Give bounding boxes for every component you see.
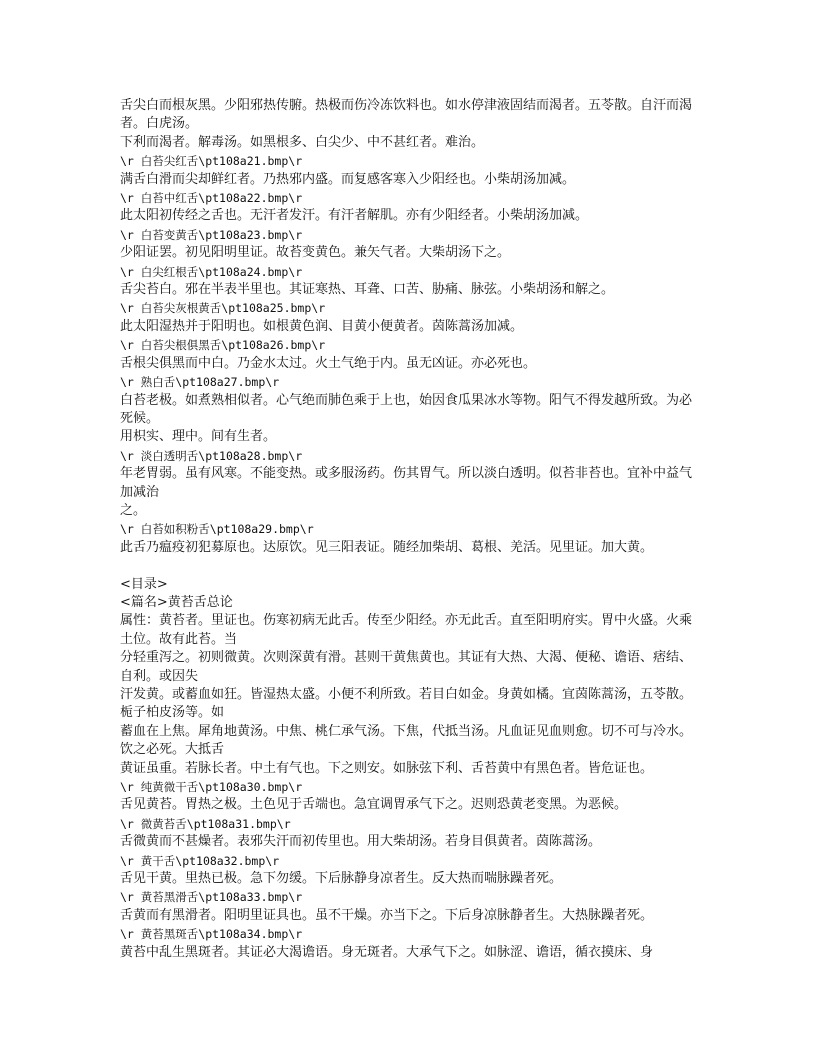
image-reference: \r 黄苔黑滑舌\pt108a33.bmp\r — [120, 890, 303, 905]
image-reference: \r 黄苔黑斑舌\pt108a34.bmp\r — [120, 927, 303, 942]
text-line: 舌微黄而不甚燥者。表邪失汗而初传里也。用大柴胡汤。若身目俱黄者。茵陈蒿汤。 — [120, 834, 602, 850]
image-reference: \r 白苔如积粉舌\pt108a29.bmp\r — [120, 522, 314, 537]
blank-line — [120, 557, 698, 575]
image-reference: \r 微黄苔舌\pt108a31.bmp\r — [120, 816, 291, 831]
text-line: 舌见黄苔。胃热之极。土色见于舌端也。急宜调胃承气下之。迟则恐黄老变黑。为恶候。 — [120, 797, 628, 813]
text-line: 少阳证罢。初见阳明里证。故苔变黄色。兼矢气者。大柴胡汤下之。 — [120, 245, 511, 261]
text-line: 分轻重泻之。初则微黄。次则深黄有滑。甚则干黄焦黄也。其证有大热、大渴、便秘、谵语、痞结、自利。或因失 — [120, 650, 693, 684]
text-line: 汗发黄。或蓄血如狂。皆湿热太盛。小便不利所致。若目白如金。身黄如橘。宜茵陈蒿汤，五苓散。栀子柏皮汤等。如 — [120, 686, 693, 721]
document-page — [120, 97, 698, 962]
text-line: 属性：黄苔者。里证也。伤寒初病无此舌。传至少阳经。亦无此舌。直至阳明府实。胃中火盛。火乘土位。故有此苔。当 — [120, 613, 693, 647]
text-line: 之。 — [120, 502, 147, 518]
image-reference: \r 白苔尖根俱黑舌\pt108a26.bmp\r — [120, 338, 326, 353]
text-line: 黄苔中乱生黑斑者。其证必大渴谵语。身无斑者。大承气下之。如脉涩、谵语，循衣摸床、身 — [120, 944, 654, 960]
text-line: 满舌白滑而尖却鲜红者。乃热邪内盛。而复感客寒入少阳经也。小柴胡汤加减。 — [120, 171, 576, 187]
text-line: 舌根尖俱黑而中白。乃金水太过。火土气绝于内。虽无凶证。亦必死也。 — [120, 355, 537, 371]
text-line: 此太阳初传经之舌也。无汗者发汗。有汗者解肌。亦有少阳经者。小柴胡汤加减。 — [120, 208, 589, 224]
text-line: 此太阳湿热并于阳明也。如根黄色润、目黄小便黄者。茵陈蒿汤加减。 — [120, 318, 524, 334]
image-reference: \r 淡白透明舌\pt108a28.bmp\r — [120, 448, 303, 463]
text-line: 蓄血在上焦。犀角地黄汤。中焦、桃仁承气汤。下焦，代抵当汤。凡血证见血则愈。切不可与冷水。饮之必死。大抵舌 — [120, 723, 693, 758]
image-reference: \r 黄干舌\pt108a32.bmp\r — [120, 853, 280, 868]
image-reference: \r 白苔变黄舌\pt108a23.bmp\r — [120, 227, 303, 242]
section-title: <篇名>黄苔舌总论 — [120, 594, 233, 610]
text-line: 舌尖苔白。邪在半表半里也。其证寒热、耳聋、口苦、胁痛、脉弦。小柴胡汤和解之。 — [120, 282, 615, 298]
text-line: 白苔老极。如煮熟相似者。心气绝而肺色乘于上也，始因食瓜果冰水等物。阳气不得发越所致。为必死候。 — [120, 392, 693, 426]
text-line: 舌黄而有黑滑者。阳明里证具也。虽不干燥。亦当下之。下后身凉脉静者生。大热脉躁者死。 — [120, 907, 654, 923]
text-line: 黄证虽重。若脉长者。中土有气也。下之则安。如脉弦下利、舌苔黄中有黑色者。皆危证也。 — [120, 760, 654, 776]
image-reference: \r 熟白舌\pt108a27.bmp\r — [120, 375, 280, 390]
text-line: 此舌乃瘟疫初犯募原也。达原饮。见三阳表证。随经加柴胡、葛根、羌活。见里证。加大黄。 — [120, 539, 654, 555]
image-reference: \r 白苔尖红舌\pt108a21.bmp\r — [120, 154, 303, 169]
image-reference: \r 白苔中红舌\pt108a22.bmp\r — [120, 191, 303, 206]
text-line: 用枳实、理中。间有生者。 — [120, 429, 277, 445]
text-line: 舌见干黄。里热已极。急下勿缓。下后脉静身凉者生。反大热而喘脉躁者死。 — [120, 871, 563, 887]
text-line: 下利而渴者。解毒汤。如黑根多、白尖少、中不甚红者。难治。 — [120, 134, 485, 150]
toc-marker: <目录> — [120, 576, 168, 592]
image-reference: \r 白苔尖灰根黄舌\pt108a25.bmp\r — [120, 301, 326, 316]
image-reference: \r 纯黄微干舌\pt108a30.bmp\r — [120, 780, 303, 795]
image-reference: \r 白尖红根舌\pt108a24.bmp\r — [120, 264, 303, 279]
text-line: 年老胃弱。虽有风寒。不能变热。或多服汤药。伤其胃气。所以淡白透明。似苔非苔也。宜补中益气加减治 — [120, 466, 693, 500]
text-line: 舌尖白而根灰黑。少阳邪热传腑。热极而伤冷冻饮料也。如水停津液固结而渴者。五苓散。自汗而渴者。白虎汤。 — [120, 98, 693, 132]
